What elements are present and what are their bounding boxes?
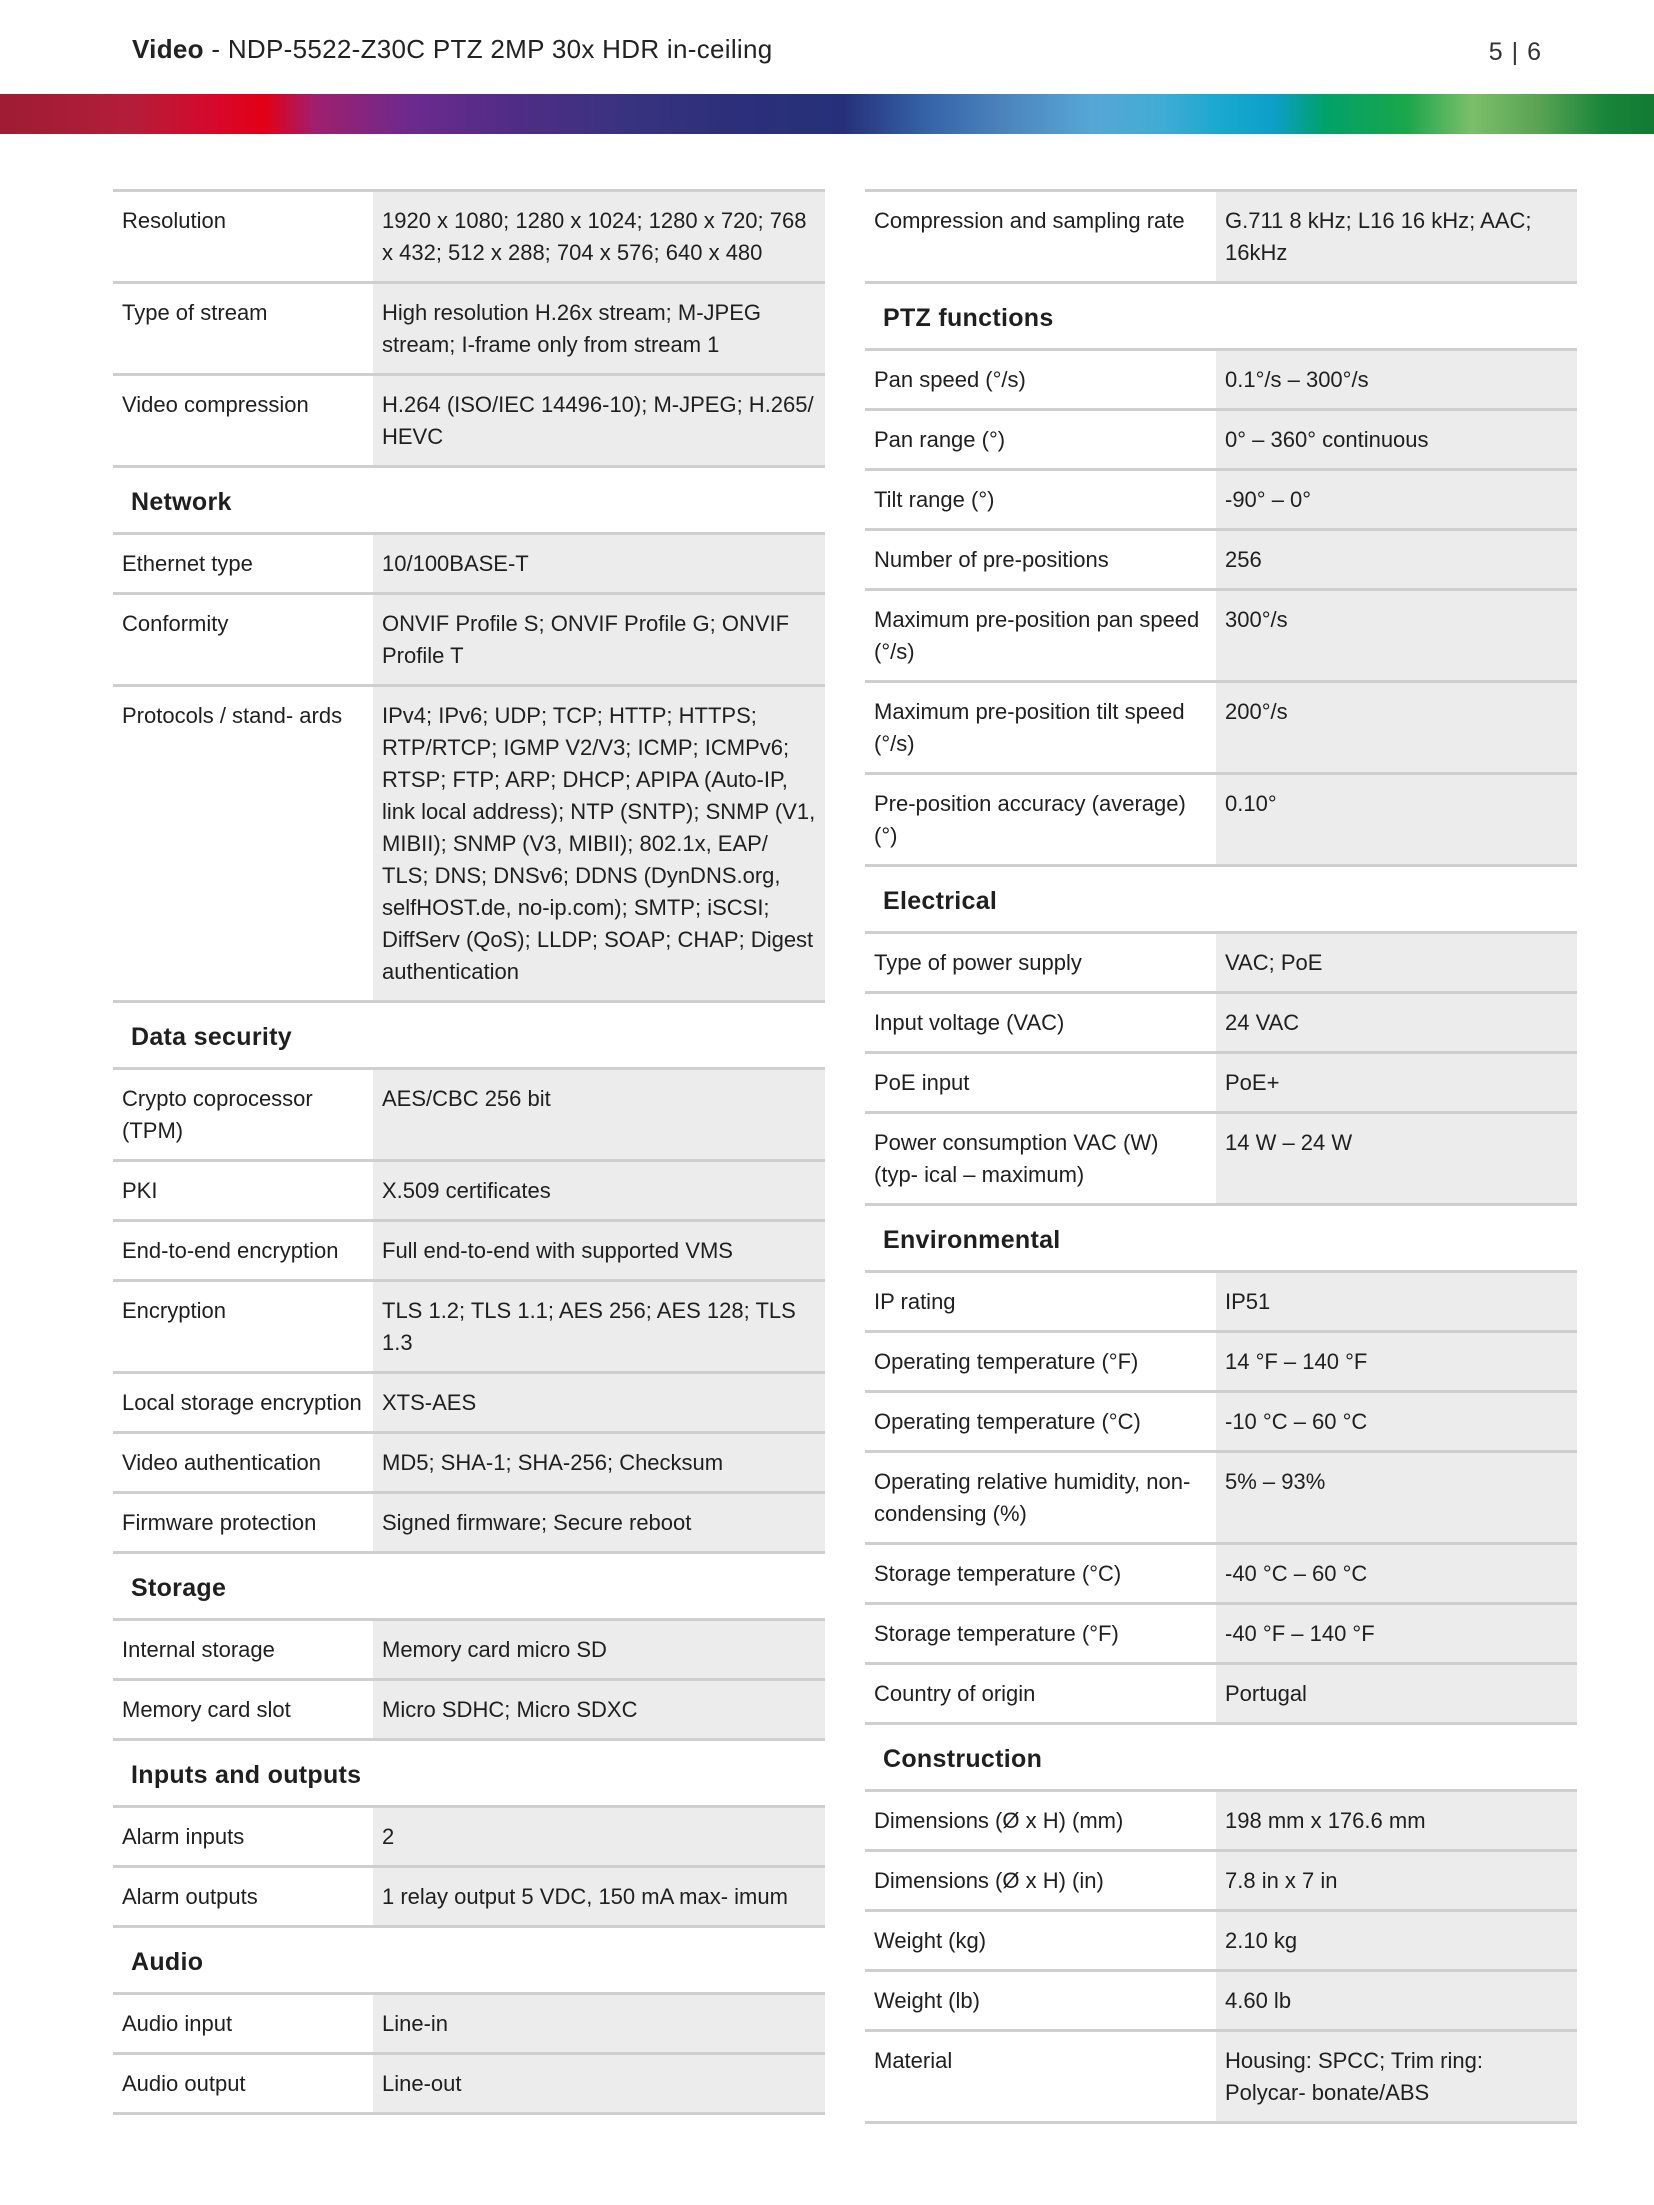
section-heading-row (113, 1740, 825, 1807)
spec-value: 10/100BASE-T (373, 534, 825, 594)
spec-label: Operating temperature (°F) (865, 1332, 1216, 1392)
section-heading: Data security (113, 1002, 825, 1069)
spec-row (113, 1620, 825, 1680)
spec-value: Housing: SPCC; Trim ring: Polycar- bonate/ABS (1216, 2031, 1577, 2123)
left-column (113, 189, 816, 2115)
spec-row (865, 1544, 1577, 1604)
spec-label: Tilt range (°) (865, 470, 1216, 530)
section-heading-row (865, 866, 1577, 933)
spec-value: 1 relay output 5 VDC, 150 mA max- imum (373, 1867, 825, 1927)
spec-value: 198 mm x 176.6 mm (1216, 1791, 1577, 1851)
section-heading-row (113, 467, 825, 534)
spec-label: Material (865, 2031, 1216, 2123)
spec-row (865, 1452, 1577, 1544)
spec-value: 300°/s (1216, 590, 1577, 682)
spec-label: Alarm outputs (113, 1867, 373, 1927)
spec-label: Input voltage (VAC) (865, 993, 1216, 1053)
spec-value: 0° – 360° continuous (1216, 410, 1577, 470)
spec-label: Country of origin (865, 1664, 1216, 1724)
spec-label: Video compression (113, 375, 373, 467)
section-heading: Audio (113, 1927, 825, 1994)
spec-value: 2.10 kg (1216, 1911, 1577, 1971)
spec-value: H.264 (ISO/IEC 14496-10); M-JPEG; H.265/ HEVC (373, 375, 825, 467)
spec-value: VAC; PoE (1216, 933, 1577, 993)
spec-value: MD5; SHA-1; SHA-256; Checksum (373, 1433, 825, 1493)
spec-label: IP rating (865, 1272, 1216, 1332)
spec-value: IPv4; IPv6; UDP; TCP; HTTP; HTTPS; RTP/RTCP; IGMP V2/V3; ICMP; ICMPv6; RTSP; FTP; ARP; DHCP; APIPA (Auto-IP, link local address); NTP (SNTP); SNMP (V1, MIBII); SNMP (V3, MIBII); 802.1x, EAP/ TLS; DNS; DNSv6; DDNS (DynDNS.org, selfHOST.de, no-ip.com); SMTP; iSCSI; DiffServ (QoS); LLDP; SOAP; CHAP; Digest authentication (373, 686, 825, 1002)
spec-value: PoE+ (1216, 1053, 1577, 1113)
section-heading-row (113, 1002, 825, 1069)
spec-row (865, 470, 1577, 530)
spec-table-right (865, 189, 1577, 2124)
spec-label: Weight (kg) (865, 1911, 1216, 1971)
spec-value: XTS-AES (373, 1373, 825, 1433)
table-bottom-rule-cell (113, 2114, 825, 2116)
spec-value: 7.8 in x 7 in (1216, 1851, 1577, 1911)
spec-label: Pre-position accuracy (average) (°) (865, 774, 1216, 866)
section-heading: Inputs and outputs (113, 1740, 825, 1807)
spec-row (113, 1373, 825, 1433)
spec-label: Type of stream (113, 283, 373, 375)
spec-label: PoE input (865, 1053, 1216, 1113)
spec-value: 200°/s (1216, 682, 1577, 774)
spec-label: Conformity (113, 594, 373, 686)
spec-row (865, 1392, 1577, 1452)
section-heading: Environmental (865, 1205, 1577, 1272)
spec-value: Line-in (373, 1994, 825, 2054)
spec-row (865, 1971, 1577, 2031)
section-heading-row (865, 283, 1577, 350)
spec-label: Local storage encryption (113, 1373, 373, 1433)
spec-row (113, 1867, 825, 1927)
spec-row (865, 993, 1577, 1053)
table-bottom-rule-cell (865, 2123, 1577, 2125)
spec-value: ONVIF Profile S; ONVIF Profile G; ONVIF Profile T (373, 594, 825, 686)
section-heading-row (113, 1553, 825, 1620)
section-heading-row (113, 1927, 825, 1994)
spec-row (113, 1221, 825, 1281)
spec-label: Type of power supply (865, 933, 1216, 993)
spec-value: 24 VAC (1216, 993, 1577, 1053)
spec-value: TLS 1.2; TLS 1.1; AES 256; AES 128; TLS 1.3 (373, 1281, 825, 1373)
spec-label: Internal storage (113, 1620, 373, 1680)
spec-value: 5% – 93% (1216, 1452, 1577, 1544)
spec-value: Line-out (373, 2054, 825, 2114)
spec-label: Resolution (113, 191, 373, 283)
section-heading-row (865, 1205, 1577, 1272)
spec-value: -10 °C – 60 °C (1216, 1392, 1577, 1452)
spec-row (865, 774, 1577, 866)
spec-label: Dimensions (Ø x H) (in) (865, 1851, 1216, 1911)
spec-value: High resolution H.26x stream; M-JPEG stream; I-frame only from stream 1 (373, 283, 825, 375)
spec-row (865, 530, 1577, 590)
spec-label: Number of pre-positions (865, 530, 1216, 590)
spec-row (865, 933, 1577, 993)
spec-label: Maximum pre-position tilt speed (°/s) (865, 682, 1216, 774)
spec-row (865, 1791, 1577, 1851)
spec-row (113, 534, 825, 594)
spec-row (113, 2054, 825, 2114)
brand-color-bar (0, 94, 1654, 134)
spec-label: PKI (113, 1161, 373, 1221)
spec-value: -40 °C – 60 °C (1216, 1544, 1577, 1604)
spec-row (113, 1161, 825, 1221)
spec-row (113, 1069, 825, 1161)
spec-label: Pan speed (°/s) (865, 350, 1216, 410)
table-bottom-rule (865, 2123, 1577, 2125)
spec-row (113, 375, 825, 467)
spec-value: 256 (1216, 530, 1577, 590)
spec-label: Encryption (113, 1281, 373, 1373)
spec-row (865, 1332, 1577, 1392)
spec-row (113, 191, 825, 283)
spec-value: 1920 x 1080; 1280 x 1024; 1280 x 720; 768 x 432; 512 x 288; 704 x 576; 640 x 480 (373, 191, 825, 283)
spec-row (113, 1281, 825, 1373)
spec-label: Memory card slot (113, 1680, 373, 1740)
spec-row (113, 686, 825, 1002)
spec-label: Operating relative humidity, non- condensing (%) (865, 1452, 1216, 1544)
spec-value: 2 (373, 1807, 825, 1867)
spec-label: Firmware protection (113, 1493, 373, 1553)
spec-row (865, 1113, 1577, 1205)
table-bottom-rule (113, 2114, 825, 2116)
spec-value: Full end-to-end with supported VMS (373, 1221, 825, 1281)
spec-value: IP51 (1216, 1272, 1577, 1332)
spec-row (865, 2031, 1577, 2123)
spec-row (865, 1911, 1577, 1971)
document-title (132, 34, 773, 65)
spec-row (865, 1272, 1577, 1332)
spec-row (865, 590, 1577, 682)
section-heading-row (865, 1724, 1577, 1791)
product-name: - NDP-5522-Z30C PTZ 2MP 30x HDR in-ceiling (203, 34, 773, 64)
spec-label: Storage temperature (°F) (865, 1604, 1216, 1664)
spec-value: 4.60 lb (1216, 1971, 1577, 2031)
spec-row (113, 1994, 825, 2054)
spec-value: Signed firmware; Secure reboot (373, 1493, 825, 1553)
spec-value: G.711 8 kHz; L16 16 kHz; AAC; 16kHz (1216, 191, 1577, 283)
spec-label: Maximum pre-position pan speed (°/s) (865, 590, 1216, 682)
spec-label: Crypto coprocessor (TPM) (113, 1069, 373, 1161)
spec-row (865, 1851, 1577, 1911)
spec-label: Power consumption VAC (W) (typ- ical – maximum) (865, 1113, 1216, 1205)
spec-row (113, 1807, 825, 1867)
section-heading: Storage (113, 1553, 825, 1620)
spec-value: Portugal (1216, 1664, 1577, 1724)
spec-label: Audio input (113, 1994, 373, 2054)
spec-row (865, 1664, 1577, 1724)
spec-value: -90° – 0° (1216, 470, 1577, 530)
spec-row (865, 191, 1577, 283)
spec-label: Ethernet type (113, 534, 373, 594)
spec-label: Storage temperature (°C) (865, 1544, 1216, 1604)
right-column (865, 189, 1541, 2124)
spec-label: End-to-end encryption (113, 1221, 373, 1281)
spec-label: Operating temperature (°C) (865, 1392, 1216, 1452)
spec-label: Audio output (113, 2054, 373, 2114)
spec-value: X.509 certificates (373, 1161, 825, 1221)
spec-row (865, 682, 1577, 774)
spec-value: 0.10° (1216, 774, 1577, 866)
spec-row (113, 1433, 825, 1493)
spec-label: Compression and sampling rate (865, 191, 1216, 283)
spec-row (865, 350, 1577, 410)
spec-value: -40 °F – 140 °F (1216, 1604, 1577, 1664)
spec-value: 14 °F – 140 °F (1216, 1332, 1577, 1392)
spec-label: Video authentication (113, 1433, 373, 1493)
page-number: 5 | 6 (1488, 38, 1542, 66)
spec-row (113, 283, 825, 375)
spec-value: 0.1°/s – 300°/s (1216, 350, 1577, 410)
spec-value: Memory card micro SD (373, 1620, 825, 1680)
spec-label: Pan range (°) (865, 410, 1216, 470)
section-heading: PTZ functions (865, 283, 1577, 350)
section-name: Video (132, 34, 204, 64)
spec-value: Micro SDHC; Micro SDXC (373, 1680, 825, 1740)
spec-value: 14 W – 24 W (1216, 1113, 1577, 1205)
spec-row (113, 1680, 825, 1740)
section-heading: Network (113, 467, 825, 534)
spec-row (113, 594, 825, 686)
spec-row (865, 410, 1577, 470)
spec-value: AES/CBC 256 bit (373, 1069, 825, 1161)
spec-label: Weight (lb) (865, 1971, 1216, 2031)
spec-row (865, 1604, 1577, 1664)
section-heading: Construction (865, 1724, 1577, 1791)
page-header (132, 34, 1542, 74)
spec-row (113, 1493, 825, 1553)
section-heading: Electrical (865, 866, 1577, 933)
spec-label: Alarm inputs (113, 1807, 373, 1867)
spec-label: Protocols / stand- ards (113, 686, 373, 1002)
spec-row (865, 1053, 1577, 1113)
spec-table-left (113, 189, 825, 2115)
spec-label: Dimensions (Ø x H) (mm) (865, 1791, 1216, 1851)
